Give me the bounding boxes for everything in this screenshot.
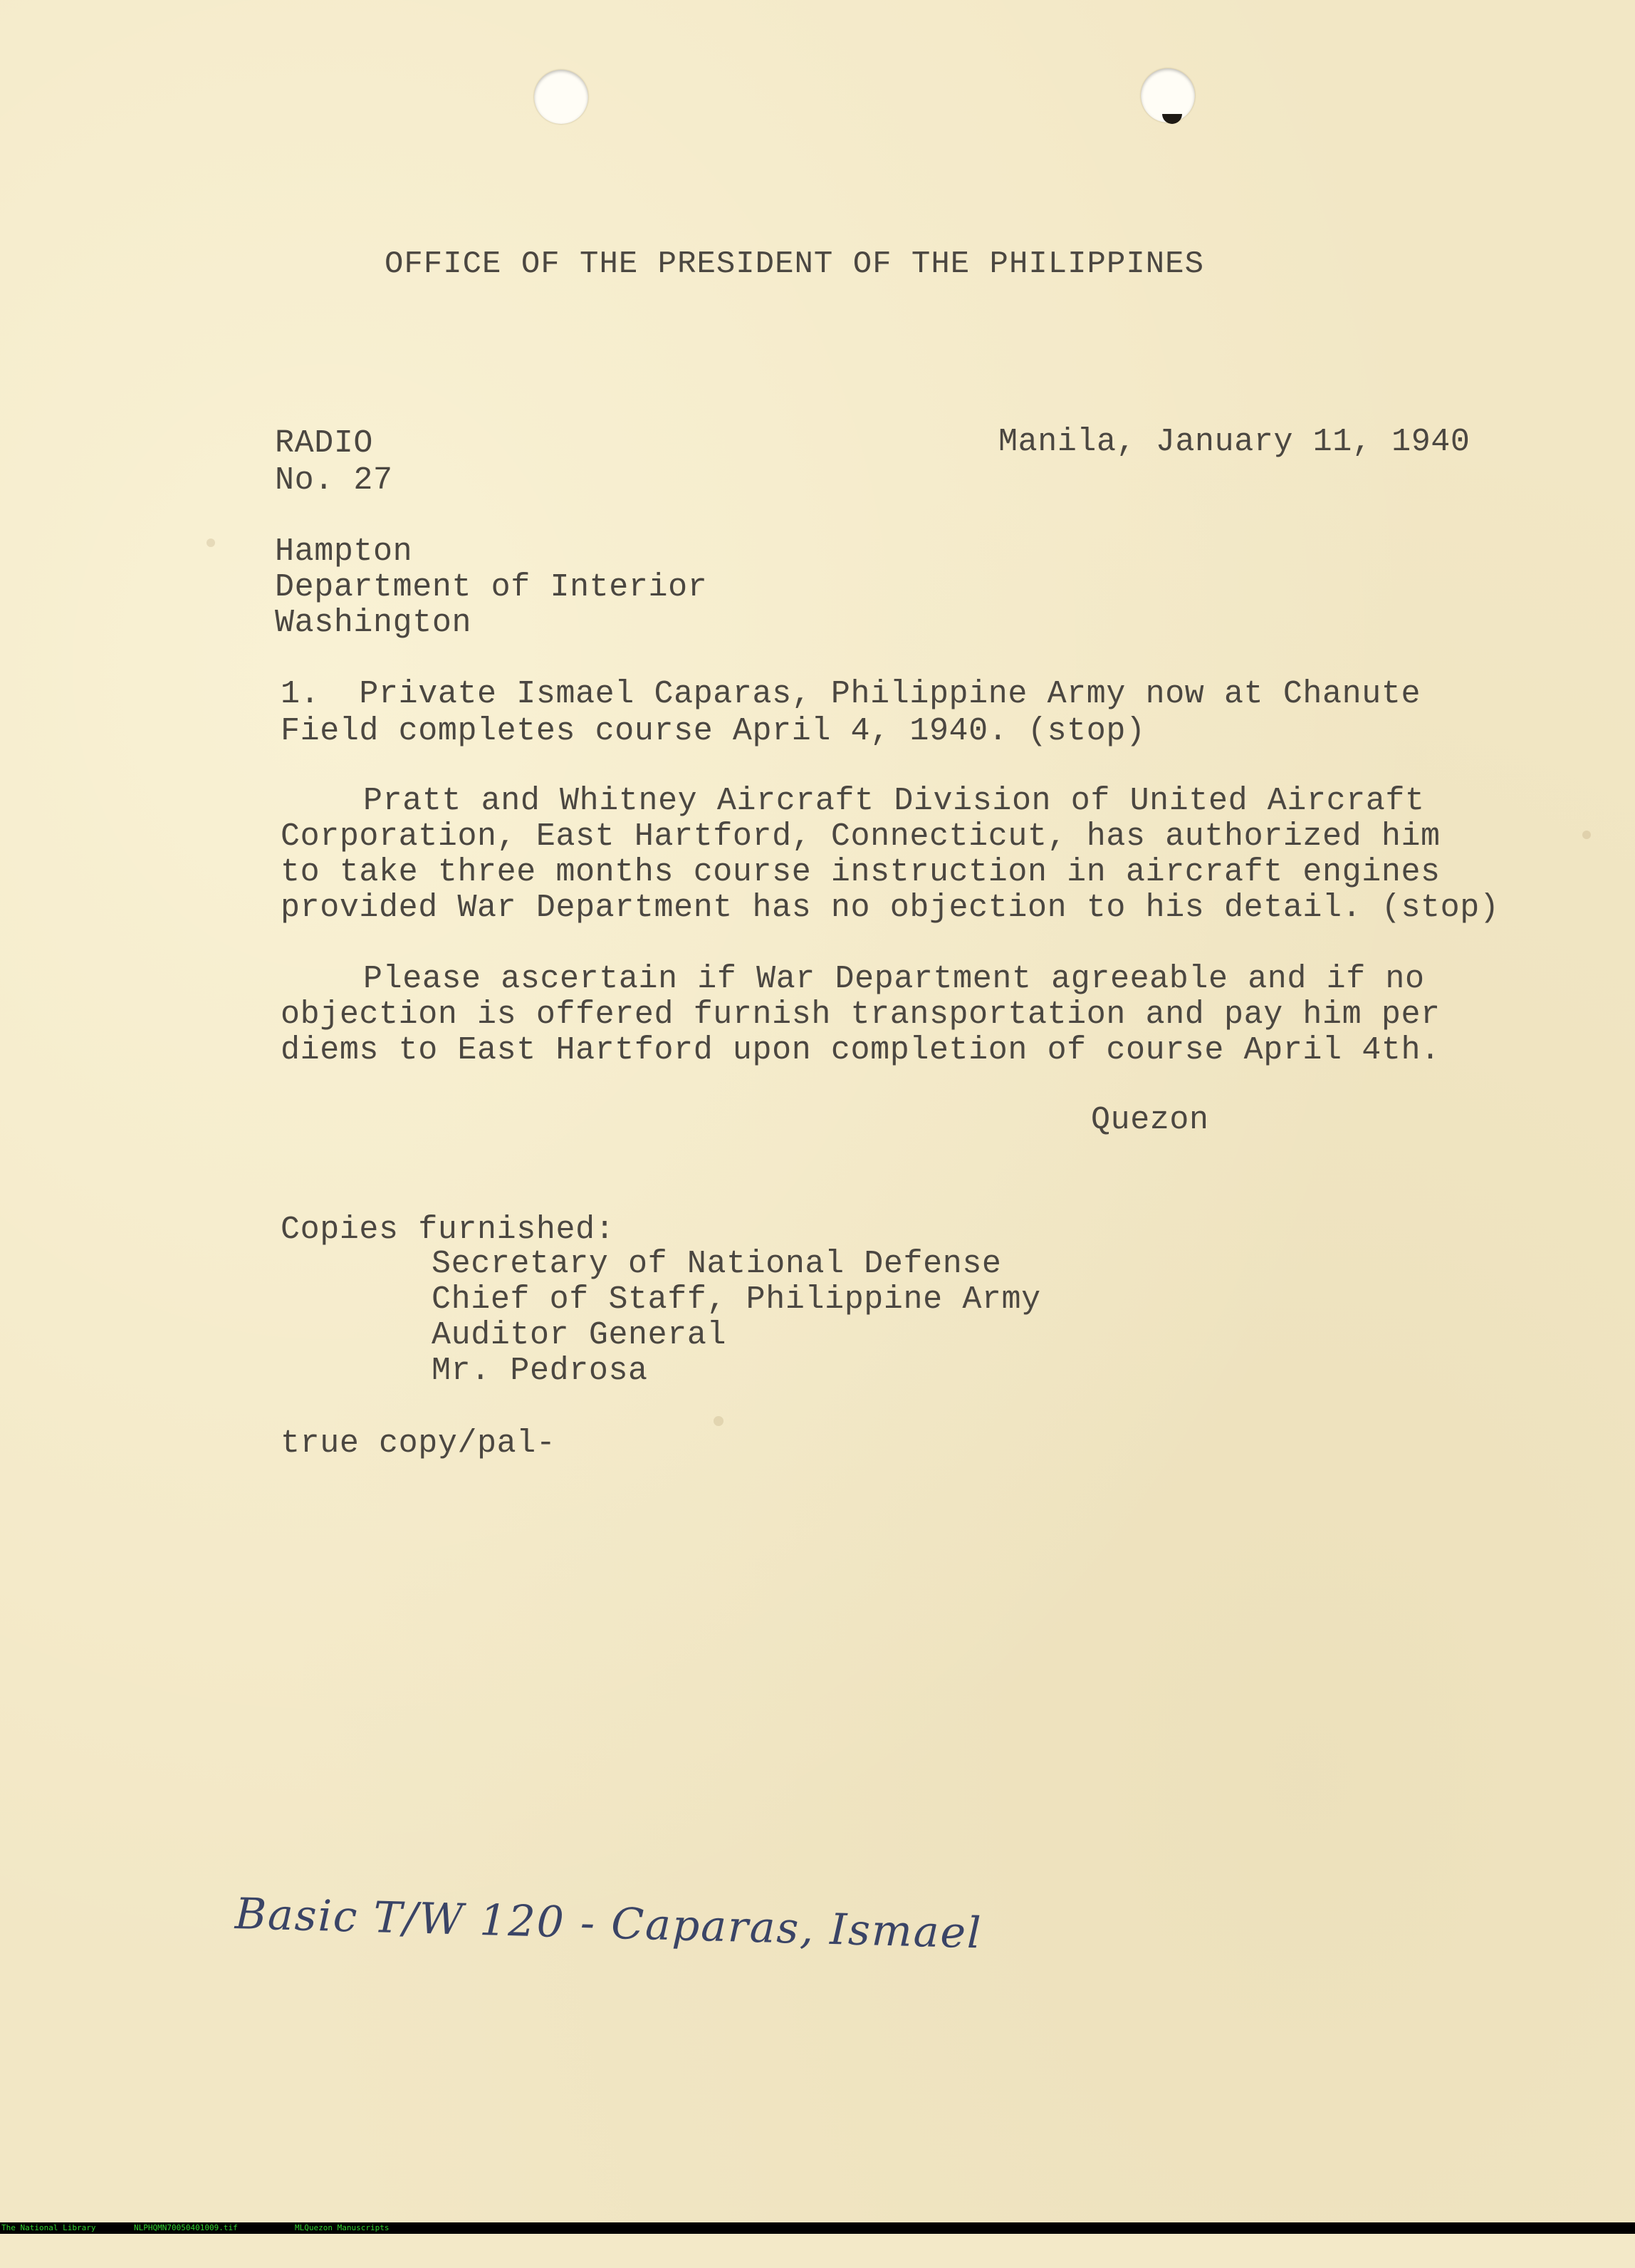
paragraph-3-line: objection is offered furnish transportation and pay him per	[281, 997, 1441, 1033]
paragraph-1-line: Field completes course April 4, 1940. (stop)	[281, 713, 1146, 749]
paragraph-3-line: diems to East Hartford upon completion of course April 4th.	[281, 1032, 1441, 1068]
copy-recipient: Mr. Pedrosa	[432, 1353, 648, 1389]
paragraph-1-line: 1. Private Ismael Caparas, Philippine Army now at Chanute	[281, 676, 1421, 712]
punch-hole-left	[534, 70, 588, 124]
dateline: Manila, January 11, 1940	[998, 424, 1471, 460]
paragraph-2-line: provided War Department has no objection to his detail. (stop)	[281, 890, 1500, 926]
office-header: OFFICE OF THE PRESIDENT OF THE PHILIPPINES	[385, 246, 1204, 282]
scan-footer-bar	[0, 2222, 1635, 2234]
true-copy-note: true copy/pal-	[281, 1425, 556, 1462]
footer-collection: MLQuezon Manuscripts	[295, 2223, 390, 2232]
paragraph-2-line: Corporation, East Hartford, Connecticut, has authorized him	[281, 818, 1441, 855]
paper-stain	[1582, 831, 1591, 839]
paragraph-3-line: Please ascertain if War Department agreeable and if no	[363, 961, 1425, 997]
punch-hole-right	[1141, 68, 1195, 123]
radio-label: RADIO	[275, 425, 374, 462]
copy-recipient: Auditor General	[432, 1317, 727, 1353]
address-line: Hampton	[275, 534, 413, 570]
signature: Quezon	[1091, 1102, 1209, 1138]
copy-recipient: Chief of Staff, Philippine Army	[432, 1281, 1041, 1318]
copy-recipient: Secretary of National Defense	[432, 1246, 1002, 1282]
paragraph-2-line: to take three months course instruction in aircraft engines	[281, 854, 1441, 890]
paper-stain	[207, 539, 215, 547]
handwritten-annotation: Basic T/W 120 - Caparas, Ismael	[234, 1889, 983, 1959]
copies-heading: Copies furnished:	[281, 1212, 615, 1248]
footer-filename: NLPHQMN70050401009.tif	[134, 2223, 238, 2232]
address-line: Washington	[275, 605, 472, 641]
radio-number: No. 27	[275, 462, 393, 499]
paragraph-2-line: Pratt and Whitney Aircraft Division of United Aircraft	[363, 783, 1425, 819]
footer-library: The National Library	[1, 2223, 96, 2232]
address-line: Department of Interior	[275, 569, 708, 605]
paper-stain	[714, 1416, 724, 1426]
